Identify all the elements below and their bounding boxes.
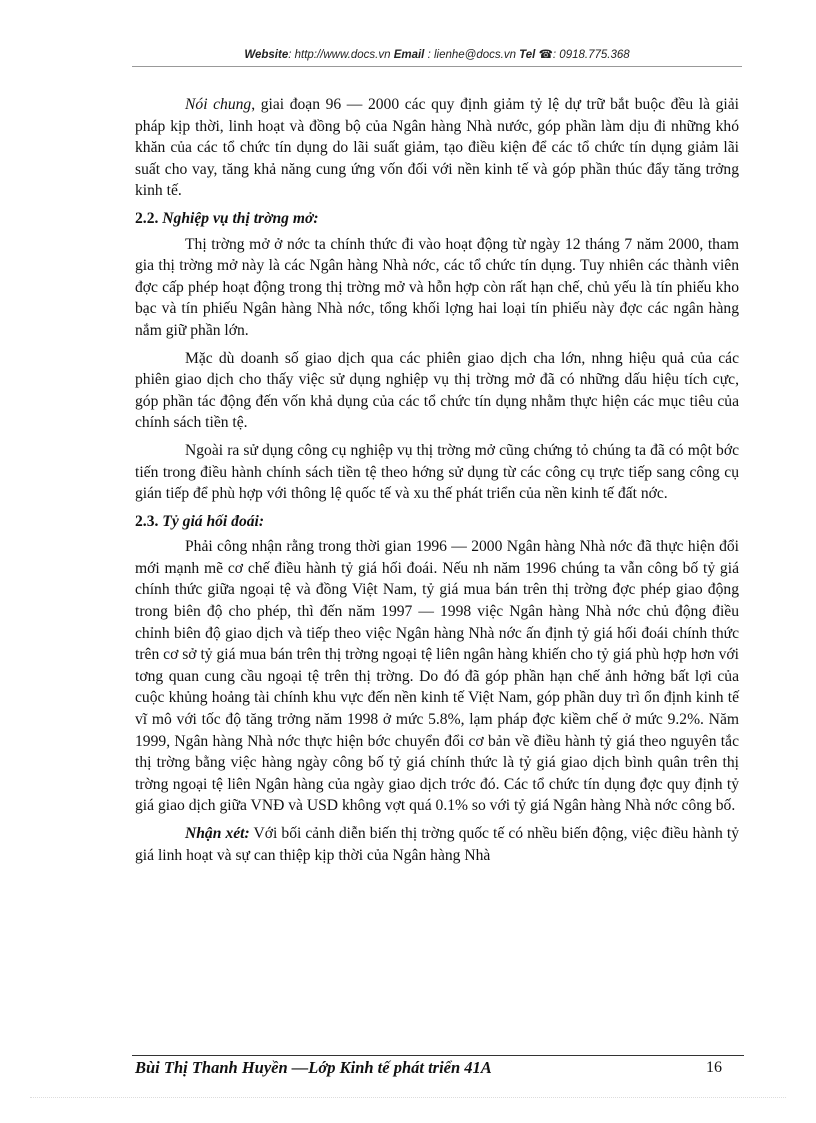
website-label: Website (244, 49, 289, 61)
footer-author: Bùi Thị Thanh Huyền —Lớp Kinh tế phát triển 41A (135, 1058, 492, 1077)
paragraph-exchange-rate: Phải công nhận rằng trong thời gian 1996 — 2000 Ngân hàng Nhà nớc đã thực hiện đổi mới mạnh mẽ cơ chế điều hành tỷ giá hối đoái. Nếu nh năm 1996 chúng ta vẫn công bố tỷ giá chính thức giữa ngoại tệ và đồng Việt Nam, tỷ giá mua bán trên thị trờng đợc phép giao động trong biên độ cho phép, thì đến năm 1997 — 1998 việc Ngân hàng Nhà nớc chủ động điều chỉnh biên độ giao dịch và tiếp theo việc Ngân hàng Nhà nớc ấn định tỷ giá hối đoái chính thức trên cơ sở tỷ giá mua bán trên thị trờng ngoại tệ liên ngân hàng khiến cho tỷ giá phù hợp hơn với tơng quan cung cầu ngoại tệ trên thị trờng. Do đó đã góp phần hạn chế ảnh hởng bất lợi của cuộc khủng hoảng tài chính khu vực đến nền kinh tế Việt Nam, góp phần duy trì ổn định kinh tế vĩ mô với tốc độ tăng trởng năm 1998 ở mức 5.8%, lạm pháp đợc kiềm chế ở mức 9.2%. Năm 1999, Ngân hàng Nhà nớc thực hiện bớc chuyển đổi cơ bản về điều hành tỷ giá theo nguyên tắc thị trờng bằng việc hàng ngày công bố tỷ giá chính thức là tỷ giá giao dịch bình quân trên thị trờng ngoại tệ liên Ngân hàng của ngày giao dịch trớc đó. Các tổ chức tín dụng đợc quy định tỷ giá giao dịch giữa VNĐ và USD không vợt quá 0.1% so với tỷ giá Ngân hàng Nhà nớc công bố. (135, 538, 739, 815)
paragraph-open-market-1: Thị trờng mở ở nớc ta chính thức đi vào hoạt động từ ngày 12 tháng 7 năm 2000, tham gia thị trờng mở này là các Ngân hàng Nhà nớc, các tổ chức tín dụng. Tuy nhiên các thành viên đợc cấp phép hoạt động trong thị trờng mở và hỗn hợp còn rất hạn chế, chủ yếu là tín phiếu kho bạc và tín phiếu Ngân hàng Nhà nớc, tổng khối lợng hai loại tín phiếu này đợc các ngân hàng nắm giữ phần lớn. (135, 235, 739, 339)
document-body (135, 94, 739, 872)
paragraph-open-market-3: Ngoài ra sử dụng công cụ nghiệp vụ thị trờng mở cũng chứng tỏ chúng ta đã có một bớc tiến trong điều hành chính sách tiền tệ theo hớng sử dụng từ các công cụ trực tiếp sang công cụ gián tiếp để phù hợp với thông lệ quốc tế và xu thế phát triển của nền kinh tế đất nớc. (135, 441, 739, 503)
paragraph-summary (135, 94, 739, 202)
tel-label: Tel (519, 49, 536, 61)
section-number: 2.3. (135, 512, 159, 530)
section-heading-2-3 (135, 511, 739, 533)
paragraph-text: , giai đoạn 96 — 2000 các quy định giảm tỷ lệ dự trữ bắt buộc đều là giải pháp kịp thời, linh hoạt và đồng bộ của Ngân hàng Nhà nước, góp phần làm dịu đi những khó khăn của các tổ chức tín dụng do lãi suất giảm, tạo điều kiện để các tổ chức tín dụng giảm lãi suất cho vay, tăng khả năng cung ứng vốn đối với nền kinh tế và góp phần thúc đẩy tăng trởng kinh tế. (135, 96, 739, 200)
paragraph-text: Với bối cảnh diễn biến thị trờng quốc tế có nhều biến động, việc điều hành tỷ giá linh hoạt và sự can thiệp kịp thời của Ngân hàng Nhà (135, 825, 739, 864)
phone-icon: ☎ (538, 49, 553, 61)
website-value[interactable]: : http://www.docs.vn (288, 49, 391, 61)
section-heading-2-2 (135, 208, 739, 230)
email-label: Email (393, 49, 425, 61)
paragraph-remark (135, 823, 739, 866)
header-divider (132, 66, 742, 67)
email-value[interactable]: : lienhe@docs.vn (427, 49, 516, 61)
section-title: Tỷ giá hối đoái: (162, 512, 265, 530)
page-bottom-border (30, 1097, 786, 1098)
footer-divider (132, 1055, 744, 1056)
section-title: Nghiệp vụ thị trờng mở: (162, 209, 319, 227)
tel-value: : 0918.775.368 (552, 49, 630, 61)
section-number: 2.2. (135, 209, 159, 227)
page-number: 16 (706, 1059, 722, 1076)
paragraph-lead: Nói chung (185, 96, 252, 113)
paragraph-lead: Nhận xét: (185, 825, 250, 842)
paragraph-open-market-2: Mặc dù doanh số giao dịch qua các phiên giao dịch cha lớn, nhng hiệu quả của các phiên giao dịch cho thấy việc sử dụng nghiệp vụ thị trờng mở đã có những dấu hiệu tích cực, góp phần tác động đến vốn khả dụng của các tổ chức tín dụng nhằm thực hiện các mục tiêu của chính sách tiền tệ. (135, 349, 739, 432)
page-header (132, 47, 742, 61)
